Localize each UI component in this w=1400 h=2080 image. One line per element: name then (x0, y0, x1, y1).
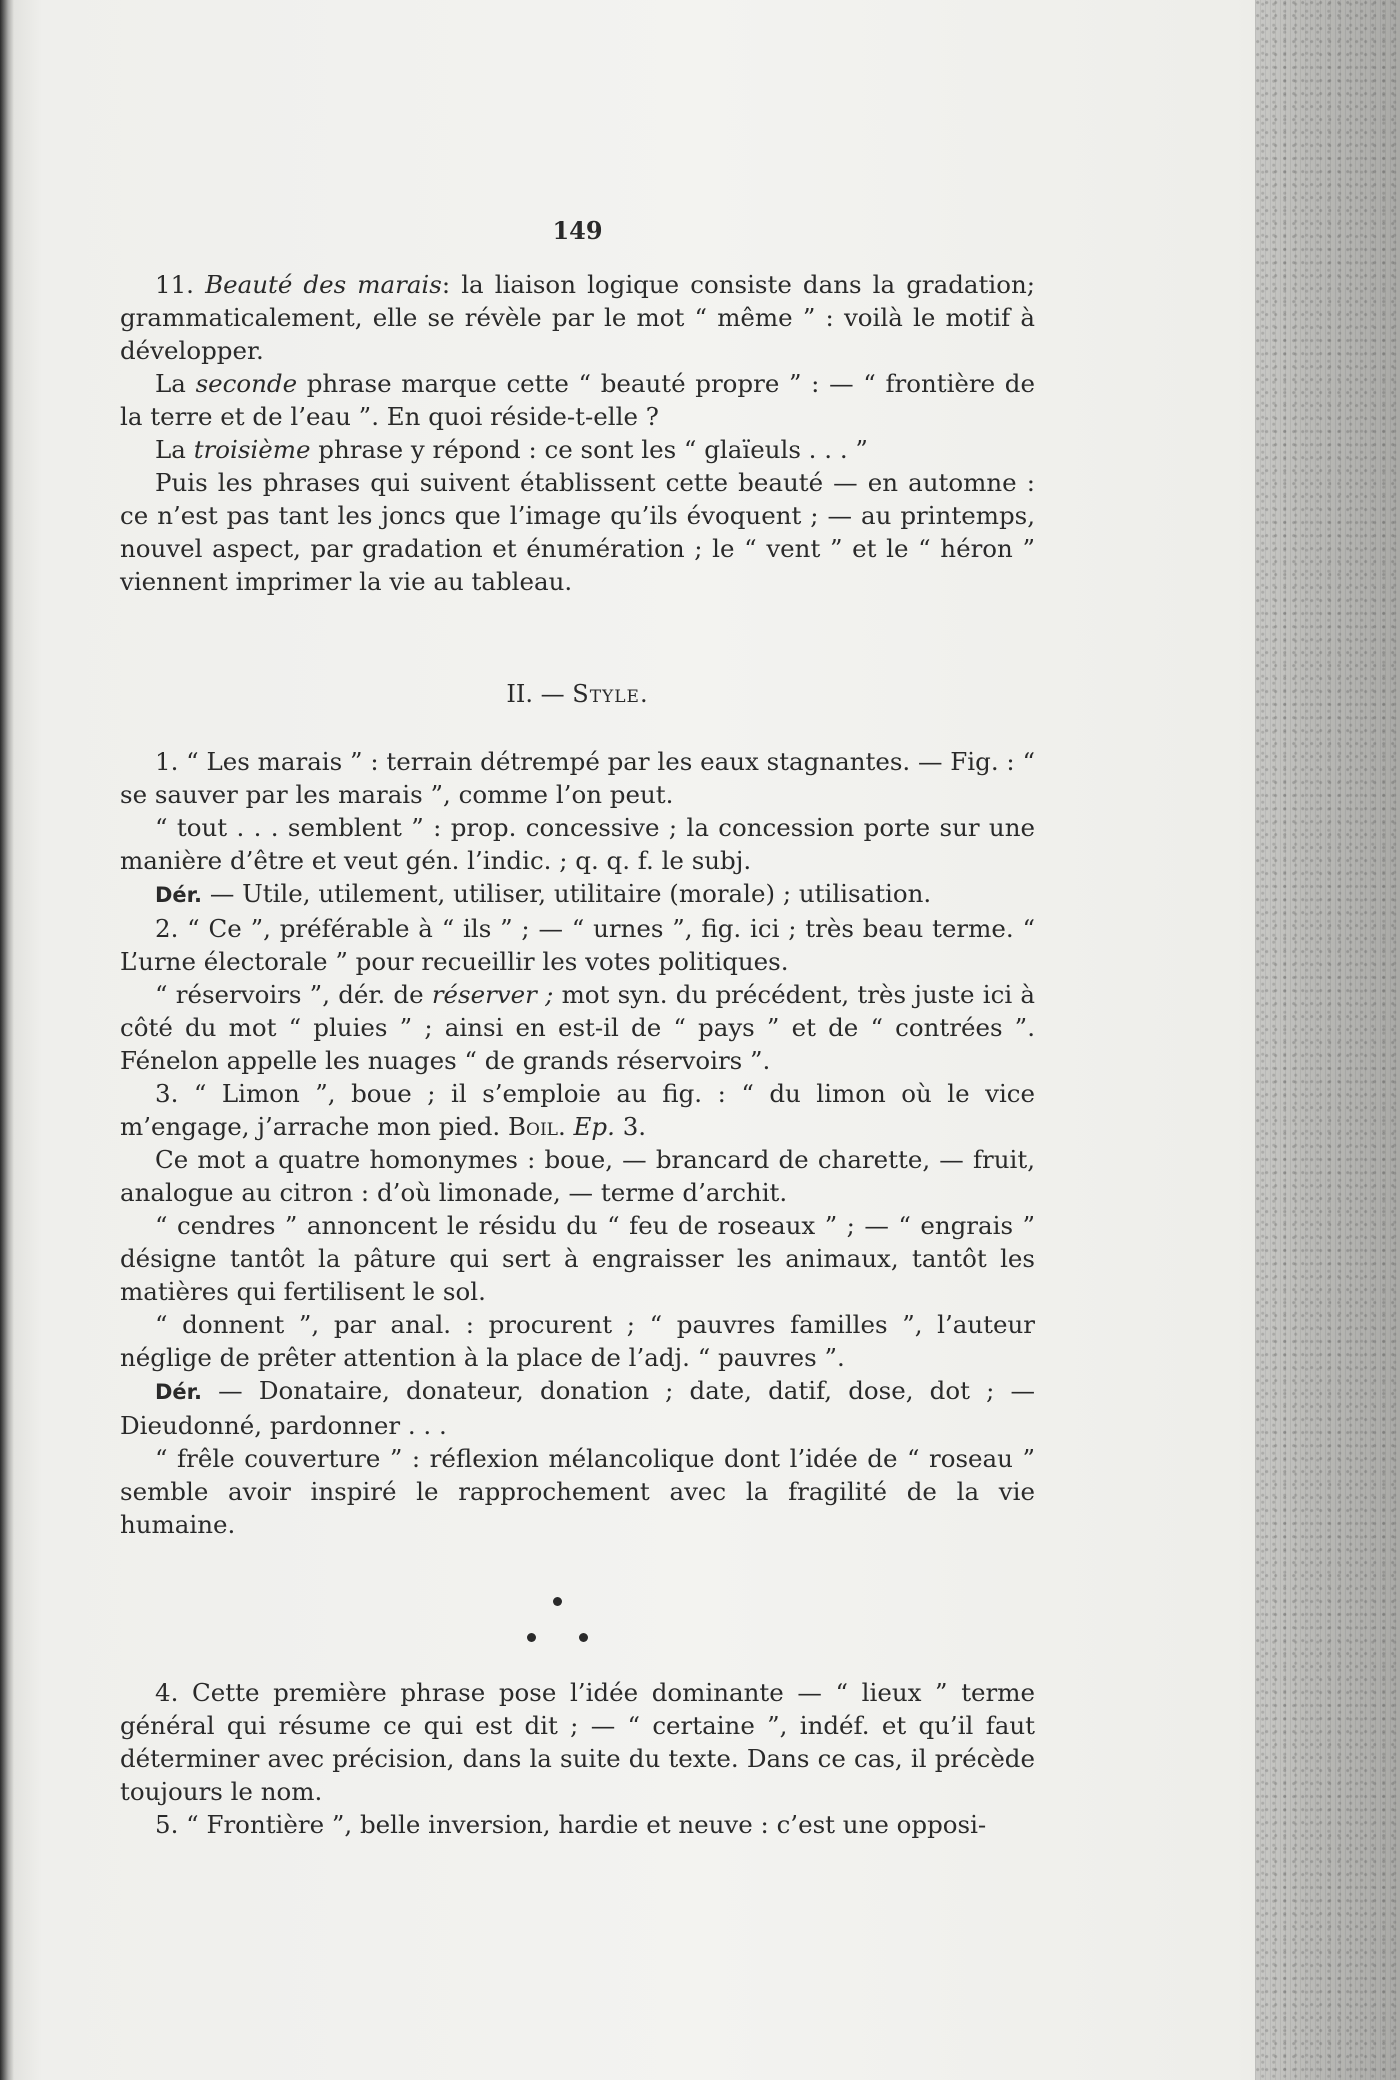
asterism-dot (579, 1633, 588, 1642)
emphasis: troisième (193, 435, 311, 464)
emphasis: Ep. (573, 1112, 615, 1141)
paragraph-limon (120, 1077, 1035, 1143)
paragraph-tout: “ tout . . . semblent ” : prop. concessive ; la concession porte sur une manière d’être et veut gén. l’indic. ; q. q. f. le subj. (120, 813, 1035, 875)
page-number: 149 (552, 216, 603, 245)
paragraph-donnent: “ donnent ”, par anal. : procurent ; “ pauvres familles ”, l’auteur néglige de prêter attention à la place de l’adj. “ pauvres ”. (120, 1310, 1035, 1372)
paragraph-frele: “ frêle couverture ” : réflexion mélancolique dont l’idée de “ roseau ” semble avoir inspiré le rapprochement avec la fragilité de la vie humaine. (120, 1444, 1035, 1539)
paragraph-text: mot syn. du précédent, très juste ici à côté du mot “ pluies ” ; ainsi en est-il de “ pays ” et de “ contrées ”. Fénelon appelle les nuages “ de grands réservoirs ”. (120, 980, 1035, 1075)
asterism-dot (527, 1633, 536, 1642)
paragraph-text: : la liaison logique consiste dans la gradation; grammaticalement, elle se révèle par le mot “ même ” : voilà le motif à développer. (120, 270, 1035, 365)
section-title: Style. (572, 680, 649, 708)
page-edge (1255, 0, 1400, 2080)
emphasis: réserver ; (431, 980, 554, 1009)
paragraph-text: 3. (622, 1112, 647, 1141)
paragraph-der-utile (120, 877, 1035, 912)
paragraph-reservoirs (120, 978, 1035, 1077)
text-column (120, 0, 1035, 2080)
paragraph-text: phrase y répond : ce sont les “ glaïeuls . . . ” (318, 435, 868, 464)
paragraph-text: — Utile, utilement, utiliser, utilitaire (morale) ; utilisation. (209, 879, 932, 908)
page-gutter-shadow (0, 0, 14, 2080)
der-label: Dér. (155, 883, 203, 907)
paragraph-seconde (120, 367, 1035, 433)
section-heading (120, 678, 1035, 711)
author-abbrev: Boil. (508, 1112, 566, 1141)
paragraph-puis: Puis les phrases qui suivent établissent cette beauté — en automne : ce n’est pas tant les joncs que l’image qu’ils évoquent ; — au printemps, nouvel aspect, par gradation et énumération ; le “ vent ” et le “ héron ” viennent imprimer la vie au tableau. (120, 468, 1035, 596)
emphasis: Beauté des marais (205, 270, 442, 299)
emphasis: seconde (195, 369, 298, 398)
paragraph-text: — Donataire, donateur, donation ; date, datif, dose, dot ; — Dieudonné, pardonner . . . (120, 1376, 1035, 1440)
paragraph-troisieme (120, 433, 1035, 466)
continuation-block (120, 1676, 1035, 1841)
paragraph-text: “ réservoirs ”, dér. de (155, 980, 424, 1009)
paragraph-premiere: 4. Cette première phrase pose l’idée dominante — “ lieux ” terme général qui résume ce qui est dit ; — “ certaine ”, indéf. et qu’il faut déterminer avec précision, dans la suite du texte. Dans ce cas, il précède toujours le nom. (120, 1678, 1035, 1806)
paragraph-frontiere: 5. “ Frontière ”, belle inversion, hardie et neuve : c’est une opposi- (155, 1810, 987, 1839)
paragraph-text: 3. “ Limon ”, boue ; il s’emploie au fig. : “ du limon où le vice m’engage, j’arrache mon pied. (120, 1079, 1035, 1141)
section-number: II. — (506, 680, 565, 708)
paragraph-marais: 1. “ Les marais ” : terrain détrempé par les eaux stagnantes. — Fig. : “ se sauver par les marais ”, comme l’on peut. (120, 747, 1035, 809)
analysis-block (120, 268, 1035, 598)
paragraph-text: La (155, 369, 186, 398)
der-label: Dér. (155, 1380, 203, 1404)
paragraph-cendres: “ cendres ” annoncent le résidu du “ feu de roseaux ” ; — “ engrais ” désigne tantôt la pâture qui sert à engraisser les animaux, tantôt les matières qui fertilisent le sol. (120, 1211, 1035, 1306)
paragraph-ce: 2. “ Ce ”, préférable à “ ils ” ; — “ urnes ”, fig. ici ; très beau terme. “ L’urne électorale ” pour recueillir les votes politiques. (120, 914, 1035, 976)
asterism-dot (553, 1597, 562, 1606)
paragraph-text: La (155, 435, 186, 464)
paragraph-text: phrase marque cette “ beauté propre ” : — “ frontière de la terre et de l’eau ”. En quoi réside-t-elle ? (120, 369, 1035, 431)
style-block (120, 745, 1035, 1541)
paragraph-number: 11. (155, 270, 194, 299)
paragraph-der-donataire (120, 1374, 1035, 1442)
paragraph-homonymes: Ce mot a quatre homonymes : boue, — brancard de charette, — fruit, analogue au citron : d’où limonade, — terme d’archit. (120, 1145, 1035, 1207)
paragraph-beaute (120, 268, 1035, 367)
